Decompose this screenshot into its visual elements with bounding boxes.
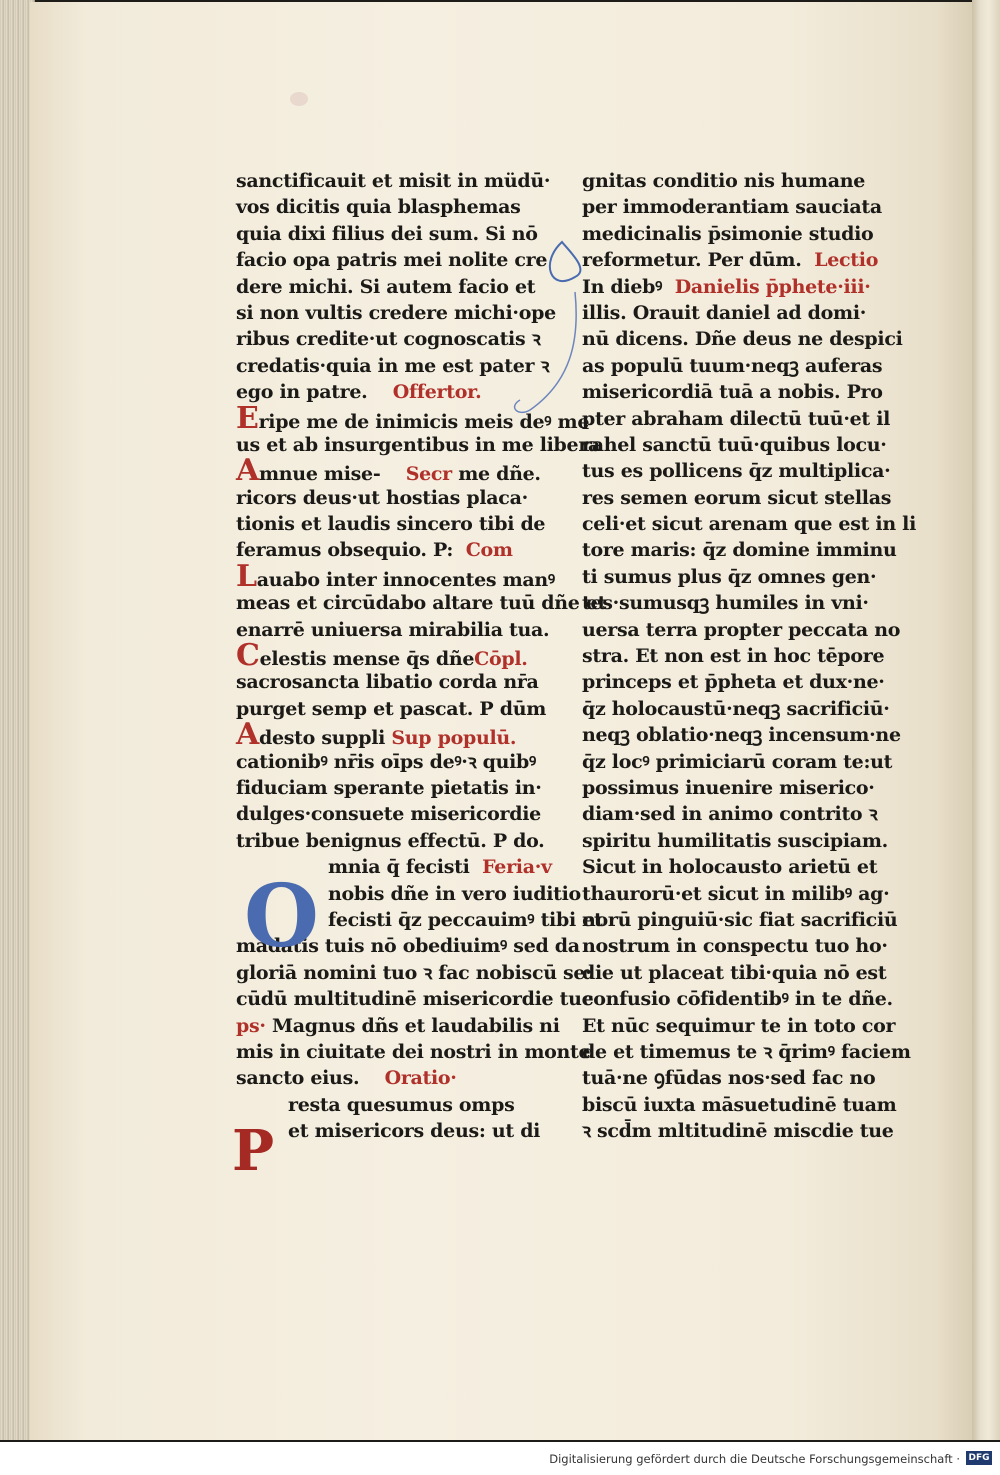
- text-line: [236, 1013, 560, 1039]
- text-line: die ut placeat tibi·quia nō est: [582, 961, 887, 984]
- line-text: ego in patre.: [236, 381, 368, 404]
- text-line: illis. Orauit daniel ad domi·: [582, 301, 867, 324]
- text-line: tribue benignus effectū. P do.: [236, 829, 545, 852]
- rubric-complenda: Cōpl.: [474, 648, 528, 671]
- text-line: dulges·consuete misericordie: [236, 803, 541, 826]
- line-text: Magnus dñs et laudabilis ni: [272, 1014, 560, 1037]
- rubric-daniel: Danielis p̄phete·iii·: [674, 275, 871, 298]
- text-line: [582, 274, 882, 300]
- text-line: [236, 537, 542, 563]
- text-line: princeps et p̄pheta et dux·ne·: [582, 671, 885, 694]
- line-text: auabo inter innocentes manꝰ: [256, 568, 555, 591]
- line-text: elestis mense q̄s dñe: [259, 648, 475, 671]
- rubric-psalm: ps·: [236, 1014, 266, 1037]
- text-line: tionis et laudis sincero tibi de: [236, 513, 546, 536]
- page-stain: [290, 92, 308, 106]
- line-text: mnia q̄ fecisti: [328, 856, 470, 879]
- text-line: vos dicitis quia blasphemas: [236, 196, 521, 219]
- text-line: [582, 247, 882, 273]
- text-line: [236, 717, 542, 753]
- text-line: medicinalis p̄simonie studio: [582, 222, 874, 245]
- rubric-feria: Feria·v: [482, 856, 552, 879]
- text-line: cationibꝰ nr̄is oīps deꝰ·ꝛ quibꝰ: [236, 750, 537, 773]
- page-gutter: [972, 0, 1000, 1440]
- line-text: me dñe.: [458, 463, 541, 486]
- text-line: facio opa patris mei nolite cre: [236, 249, 548, 272]
- text-line: sanctificauit et misit in müdū·: [236, 170, 551, 192]
- text-line: fiduciam sperante pietatis in·: [236, 776, 542, 799]
- text-line: [236, 453, 542, 489]
- initial-l: L: [236, 558, 257, 594]
- text-line: quia dixi filius dei sum. Si nō: [236, 222, 538, 245]
- text-line: mis in ciuitate dei nostri in monte: [236, 1040, 591, 1063]
- text-line: enarrē uniuersa mirabilia tua.: [236, 618, 550, 641]
- text-line: tes·sumusqꝫ humiles in vni·: [582, 592, 869, 615]
- text-line: meas et circūdabo altare tuū dñe et: [236, 592, 607, 615]
- text-line: tore maris: q̄z domine imminu: [582, 539, 897, 562]
- text-line: fecisti q̄z peccauimꝰ tibi et: [328, 908, 603, 931]
- text-line: [236, 379, 542, 405]
- rubric-offertory: Offertor.: [392, 381, 482, 404]
- rubric-lectio: Lectio: [814, 249, 879, 272]
- text-line: confusio cōfidentibꝰ in te dñe.: [582, 988, 893, 1011]
- text-line: cūdū multitudinē misericordie tue: [236, 988, 594, 1011]
- text-line: purget semp et pascat. P dūm: [236, 697, 547, 720]
- text-line: q̄z holocaustū·neqꝫ sacrificiū·: [582, 697, 890, 720]
- line-text: mnue mise-: [258, 463, 381, 486]
- line-text: ripe me de inimicis meis deꝰ me: [258, 410, 590, 433]
- rubric-communion: Com: [465, 539, 513, 562]
- line-text: In diebꝰ: [582, 275, 663, 298]
- text-line: biscū iuxta māsuetudinē tuam: [582, 1093, 897, 1116]
- initial-p-red: P: [232, 1118, 275, 1184]
- line-text: desto suppli: [258, 727, 386, 750]
- text-line: as populū tuum·neqꝫ auferas: [582, 354, 883, 377]
- text-line: nū dicens. Dñe deus ne despici: [582, 328, 903, 351]
- text-line: rahel sanctū tuū·quibus locu·: [582, 433, 887, 456]
- text-line: ꝛ scd̄m mltitudinē miscdie tue: [582, 1120, 894, 1143]
- text-line: misericordiā tuā a nobis. Pro: [582, 381, 883, 404]
- text-line: dere michi. Si autem facio et: [236, 275, 536, 298]
- initial-e: E: [236, 400, 259, 436]
- initial-c: C: [236, 638, 260, 674]
- text-line: tuā·ne ꝯfūdas nos·sed fac no: [582, 1067, 876, 1090]
- initial-o-blue: O: [244, 866, 319, 967]
- right-text-column: [582, 168, 916, 1144]
- text-line: gloriā nomini tuo ꝛ fac nobiscū se·: [236, 961, 592, 984]
- initial-a: A: [236, 717, 259, 753]
- rubric-super-populum: Sup populū.: [391, 727, 517, 750]
- text-line: possimus inuenire miserico·: [582, 776, 875, 799]
- text-line: [236, 1065, 542, 1091]
- dfg-credit-text: Digitalisierung gefördert durch die Deutsche Forschungsgemeinschaft ·: [549, 1452, 960, 1466]
- initial-a: A: [236, 453, 259, 489]
- rubric-oratio: Oratio·: [384, 1067, 457, 1090]
- text-line: per immoderantiam sauciata: [582, 196, 882, 219]
- rubric-secret: Secr: [405, 463, 452, 486]
- line-text: reformetur. Per dūm.: [582, 249, 802, 272]
- text-line: us et ab insurgentibus in me libera: [236, 433, 601, 456]
- text-line: de et timemus te ꝛ q̄rimꝰ faciem: [582, 1040, 911, 1063]
- text-line: [236, 400, 590, 436]
- text-line: thaurorū·et sicut in milibꝰ ag·: [582, 882, 890, 905]
- text-line: si non vultis credere michi·ope: [236, 301, 556, 324]
- text-line: gnitas conditio nis humane: [582, 170, 866, 192]
- text-line: stra. Et non est in hoc tēpore: [582, 645, 885, 668]
- text-line: norū pinguiū·sic fiat sacrificiū: [582, 908, 898, 931]
- text-line: resta quesumus omps: [288, 1093, 515, 1116]
- line-text: feramus obsequio. P:: [236, 539, 454, 562]
- text-line: q̄z locꝰ primiciarū coram te:ut: [582, 750, 893, 773]
- text-line: sacrosancta libatio corda nr̄a: [236, 671, 539, 694]
- text-line: et misericors deus: ut di: [288, 1120, 541, 1143]
- text-line: Sicut in holocausto arietū et: [582, 856, 878, 879]
- text-line: pter abraham dilectū tuū·et il: [582, 407, 891, 430]
- text-line: Et nūc sequimur te in toto cor: [582, 1014, 896, 1037]
- text-line: credatis·quia in me est pater ꝛ: [236, 354, 550, 377]
- left-text-column: [236, 168, 607, 1144]
- digitization-footer: [0, 1442, 1000, 1475]
- dfg-logo[interactable]: DFG: [966, 1451, 992, 1465]
- text-line: nobis dñe in vero iuditio: [328, 882, 581, 905]
- text-line: tus es pollicens q̄z multiplica·: [582, 460, 891, 483]
- text-line: uersa terra propter peccata no: [582, 618, 901, 641]
- text-line: res semen eorum sicut stellas: [582, 486, 892, 509]
- text-line: celi·et sicut arenam que est in li: [582, 513, 916, 536]
- text-line: ti sumus plus q̄z omnes gen·: [582, 565, 877, 588]
- text-line: diam·sed in animo contrito ꝛ: [582, 803, 878, 826]
- text-line: ribus credite·ut cognoscatis ꝛ: [236, 328, 541, 351]
- text-line: mādatis tuis nō obediuimꝰ sed da: [236, 935, 580, 958]
- line-text: sancto eius.: [236, 1067, 360, 1090]
- text-line: [236, 638, 542, 674]
- text-line: neqꝫ oblatio·neqꝫ incensum·ne: [582, 724, 901, 747]
- text-line: spiritu humilitatis suscipiam.: [582, 829, 888, 852]
- text-line: [236, 558, 555, 594]
- text-line: ricors deus·ut hostias placa·: [236, 486, 528, 509]
- text-line: nostrum in conspectu tuo ho·: [582, 935, 888, 958]
